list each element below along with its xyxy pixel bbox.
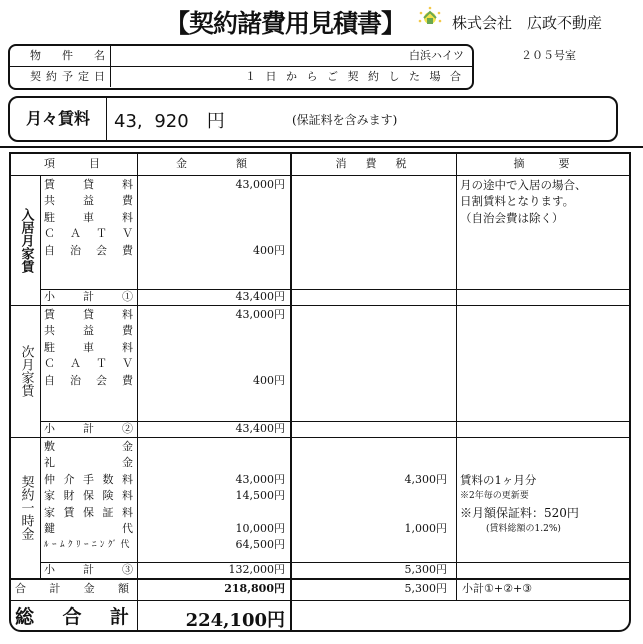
item-tax: 1,000円 — [404, 522, 447, 535]
item-tax — [290, 505, 447, 521]
row-divider — [11, 175, 629, 176]
column-header: 消 費 税 — [335, 157, 411, 170]
item-label: 鍵代 — [44, 522, 133, 535]
item-tax — [290, 488, 447, 504]
item-amount: 43,000円 — [235, 308, 285, 321]
subtotal-tax: 5,300円 — [404, 562, 447, 576]
item-label: ﾙｰﾑｸﾘｰﾆﾝｸﾞ代 — [44, 540, 133, 551]
item-amount: 400円 — [253, 243, 285, 257]
item-amount — [137, 210, 285, 226]
item-label: 共益費 — [44, 194, 133, 208]
property-label: 物 件 名 — [10, 46, 111, 66]
item-tax — [290, 340, 447, 356]
property-info-box — [8, 44, 576, 90]
row-divider — [11, 305, 629, 306]
rent-amount: 43, 920 円 — [114, 111, 225, 132]
subtotal-label: 小 計 ① — [44, 289, 133, 303]
document-title: 【契約諸費用見積書】 — [165, 9, 406, 38]
column-divider — [137, 154, 138, 630]
item-label: 礼金 — [44, 456, 133, 470]
item-label: 駐車料 — [44, 340, 133, 354]
date-value: １ 日 か ら ご 契 約 し た 場 合 — [245, 70, 464, 83]
item-tax — [290, 537, 447, 553]
total-note: 小計①+②+③ — [462, 582, 533, 595]
item-label: ＣＡＴＶ — [44, 357, 133, 371]
section-label: 契約一時金 — [18, 475, 34, 540]
column-divider — [290, 154, 292, 630]
column-divider — [456, 154, 457, 600]
item-label: 自治会費 — [44, 373, 133, 387]
monthly-rent-box — [8, 96, 618, 142]
item-note — [460, 243, 629, 259]
item-amount — [137, 193, 285, 209]
item-label: 賃貸料 — [44, 308, 133, 321]
total-tax: 5,300円 — [404, 582, 447, 595]
row-divider — [11, 600, 629, 601]
item-note: (賃料総額の1.2%) — [486, 524, 561, 534]
rent-note: (保証料を含みます) — [292, 113, 398, 127]
item-amount: 64,500円 — [235, 538, 285, 552]
item-note: ※2年毎の更新要 — [460, 491, 529, 502]
item-tax — [290, 373, 447, 389]
subtotal-amount: 43,400円 — [235, 421, 285, 435]
item-amount: 14,500円 — [235, 489, 285, 503]
item-note: 月の途中で入居の場合、 — [460, 178, 587, 192]
room-number: ２０５号室 — [521, 49, 576, 62]
item-label: 賃貸料 — [44, 178, 133, 191]
item-note — [460, 455, 629, 471]
item-tax — [290, 226, 447, 242]
item-label: 駐車料 — [44, 210, 133, 224]
item-tax — [290, 356, 447, 372]
item-note — [460, 307, 629, 323]
column-header: 摘 要 — [513, 157, 574, 170]
item-note: （自治会費は除く） — [460, 210, 564, 225]
item-note — [460, 323, 629, 339]
item-note: 賃料の1ヶ月分 — [460, 472, 537, 487]
total-label: 合 計 金 額 — [15, 582, 129, 595]
item-note — [460, 226, 629, 242]
column-header: 項 目 — [44, 157, 104, 170]
total-amount: 218,800円 — [224, 582, 285, 595]
section-label: 入居月家賃 — [18, 207, 34, 273]
item-tax — [290, 307, 447, 323]
item-amount: 43,000円 — [235, 178, 285, 191]
item-note: 日割賃料となります。 — [460, 194, 575, 209]
item-label: 仲介手数料 — [44, 472, 133, 486]
item-tax — [290, 193, 447, 209]
item-note — [460, 439, 629, 455]
item-label: 家賃保証料 — [44, 505, 133, 519]
item-amount — [137, 455, 285, 471]
item-amount — [137, 323, 285, 339]
item-note — [460, 356, 629, 372]
subtotal-tax — [290, 421, 447, 437]
item-label: 敷金 — [44, 440, 133, 453]
item-amount — [137, 340, 285, 356]
item-label: ＣＡＴＶ — [44, 227, 133, 241]
item-label: 家財保険料 — [44, 489, 133, 503]
item-tax — [290, 177, 447, 193]
section-label: 次月家賃 — [18, 345, 34, 397]
divider — [0, 146, 643, 148]
item-amount: 10,000円 — [235, 522, 285, 535]
date-label: 契約予定日 — [10, 67, 111, 87]
item-amount: 43,000円 — [235, 472, 285, 486]
subtotal-tax — [290, 289, 447, 305]
item-tax — [290, 439, 447, 455]
item-note — [460, 537, 629, 553]
company-name: 株式会社 広政不動産 — [452, 14, 603, 32]
item-tax — [290, 210, 447, 226]
row-divider — [11, 578, 629, 580]
row-divider — [11, 437, 629, 438]
item-amount: 400円 — [253, 373, 285, 387]
subtotal-amount: 132,000円 — [228, 562, 285, 576]
grand-total-label: 総 合 計 — [15, 606, 129, 628]
item-amount — [137, 439, 285, 455]
item-tax — [290, 323, 447, 339]
subtotal-label: 小 計 ② — [44, 421, 133, 435]
column-header: 金 額 — [176, 157, 251, 170]
item-amount — [137, 505, 285, 521]
item-label: 自治会費 — [44, 243, 133, 257]
subtotal-label: 小 計 ③ — [44, 562, 133, 576]
estimate-table — [9, 152, 631, 632]
item-note: ※月額保証料：520円 — [460, 505, 579, 520]
column-divider — [40, 175, 41, 578]
item-amount — [137, 356, 285, 372]
grand-total-amount: 224,100円 — [185, 610, 285, 631]
property-name: 白浜ハイツ — [409, 49, 464, 62]
item-tax — [290, 455, 447, 471]
item-amount — [137, 226, 285, 242]
subtotal-amount: 43,400円 — [235, 289, 285, 303]
item-tax: 4,300円 — [404, 472, 447, 486]
item-tax — [290, 243, 447, 259]
item-note — [460, 340, 629, 356]
house-lightbulb-logo — [418, 6, 442, 32]
item-label: 共益費 — [44, 324, 133, 338]
item-note — [460, 373, 629, 389]
rent-label: 月々賃料 — [10, 98, 107, 140]
